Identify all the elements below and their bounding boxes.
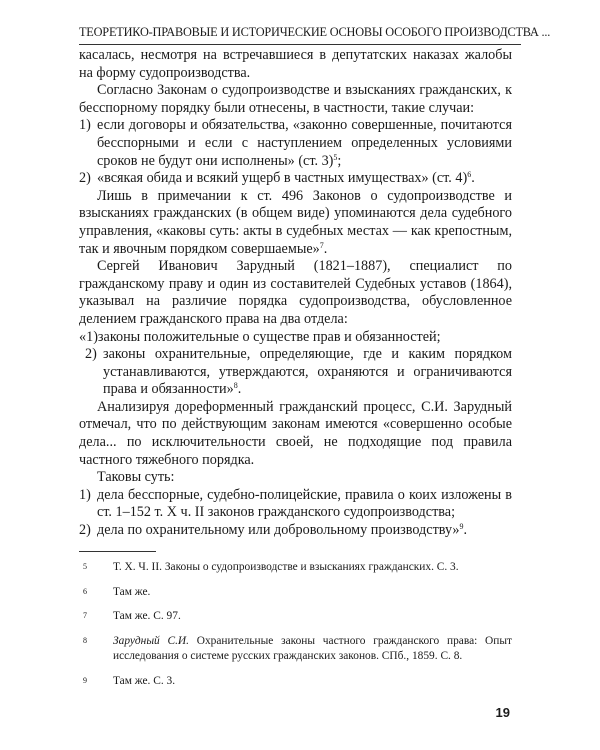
list-number: «1) [79, 328, 98, 345]
list-number: 2) [79, 522, 91, 539]
paragraph: Согласно Законам о судопроизводстве и взысканиях гражданских, к бесспорному порядку были отнесены, в частности, такие случаи: [79, 82, 512, 116]
footnote [79, 560, 512, 576]
footnote-number: 5 [83, 562, 87, 571]
list-item: 2) дела по охранительному или добровольному производству»$^9$. [79, 522, 468, 539]
list-item [79, 487, 512, 522]
paragraph: Анализируя дореформенный гражданский процесс, С.И. Зарудный отмечал, что по действующим законам имеются «совершенно особые дела... по исключительности своей, не подходящие под правила частного тяжебного порядка. [79, 398, 512, 468]
quote-list-item: 2) законы охранительные, определяющие, где и каким порядком устанавливаются, утверждаются, охраняются и ограничиваются права и обязанности»$^8$. [85, 346, 512, 398]
footnote-ref: 8 [233, 381, 238, 391]
footnote-number: 8 [83, 635, 87, 645]
paragraph: Лишь в примечании к ст. 496 Законов о судопроизводстве и взысканиях гражданских (в общем виде) упоминаются дела судебного управления, «каковы суть: акты в судебных местах — как крепостным, так и явочным порядком совершаемые»$^7$. [79, 187, 512, 257]
footnote-text: Т. Х. Ч. II. Законы о судопроизводстве и взысканиях гражданских. С. 3. [113, 561, 459, 573]
paragraph: Сергей Иванович Зарудный (1821–1887), специалист по гражданскому праву и один из составителей Судебных уставов (1864), указывал на различие порядка судопроизводства, обусловленное делением гражданского права на два отдела: [79, 258, 512, 327]
footnote-text: Там же. С. 3. [113, 674, 176, 687]
footnote-text: Охранительные законы частного гражданского права: Опыт исследования о системе русских гражданских законов. СПб., 1859. С. 8. [113, 634, 513, 662]
footnote-divider [79, 551, 156, 552]
footnote-ref: 9 [459, 522, 464, 532]
list-number: 2) [79, 170, 91, 187]
footnote-text: Там же. [113, 585, 151, 598]
paragraph: Таковы суть: [97, 469, 175, 486]
list-number: 1) [79, 117, 91, 134]
footnote-number: 6 [83, 586, 87, 596]
footnote-ref: 7 [319, 240, 324, 250]
quote-list-item [79, 329, 512, 347]
footnote-text: Там же. С. 97. [113, 610, 181, 622]
footnote [79, 609, 512, 625]
list-item-text: дела бесспорные, судебно-полицейские, правила о коих изложены в ст. 1–152 т. X ч. II законов гражданского судопроизводства; [97, 486, 512, 521]
list-item-text: если договоры и обязательства, «законно совершенные, почитаются бесспорными и если с наступлением определенных условиями сроков не будут они исполнены» (ст. 3) [97, 117, 512, 169]
footnote-number: 7 [83, 611, 87, 620]
list-number: 2) [85, 346, 97, 363]
footnotes [79, 560, 512, 698]
list-item: 2) «всякая обида и всякий ущерб в частных имуществах» (ст. 4)$^6$. [79, 170, 475, 187]
list-item-text: законы охранительные, определяющие, где и каким порядком устанавливаются, утверждаются, охраняются и ограничиваются права и обязанности» [103, 346, 512, 398]
main-text [79, 47, 512, 540]
footnote [79, 674, 512, 690]
footnote [79, 585, 512, 601]
footnote-number: 9 [83, 675, 87, 685]
list-item-text: «всякая обида и всякий ущерб в частных имуществах» (ст. 4) [97, 170, 468, 187]
running-head: ТЕОРЕТИКО-ПРАВОВЫЕ И ИСТОРИЧЕСКИЕ ОСНОВЫ ОСОБОГО ПРОИЗВОДСТВА ... [79, 25, 521, 45]
footnote-ref: 5 [333, 152, 338, 162]
footnote-author: Зарудный С.И. [113, 634, 189, 647]
footnote [79, 634, 512, 665]
list-item-text: дела по охранительному или добровольному производству» [97, 522, 460, 539]
list-item: 1) если договоры и обязательства, «законно совершенные, почитаются бесспорными и если с наступлением определенных условиями сроков не будут они исполнены» (ст. 3)$^5$; [79, 117, 512, 169]
footnote-ref: 6 [467, 170, 472, 180]
paragraph: касалась, несмотря на встречавшиеся в депутатских наказах жалобы на форму судопроизводства. [79, 47, 512, 81]
list-number: 1) [79, 486, 91, 503]
page-number: 19 [495, 705, 510, 720]
list-item-text: законы положительные о существе прав и обязанностей; [97, 328, 441, 345]
